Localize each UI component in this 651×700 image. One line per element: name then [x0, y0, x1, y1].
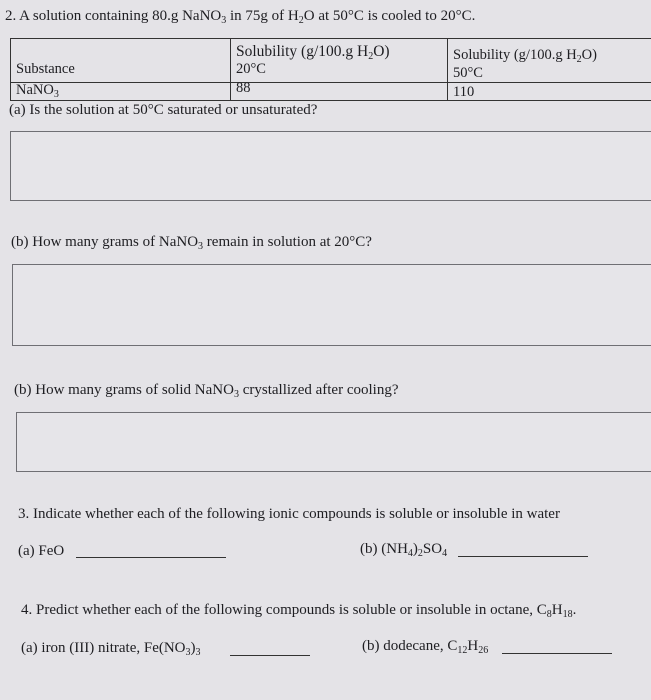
part-b1-answer-box[interactable] [12, 264, 651, 346]
table-left-border [10, 38, 11, 101]
part-a-answer-box[interactable] [10, 131, 651, 201]
question-4b: (b) dodecane, $C_{12}H_{26}$ [362, 638, 489, 656]
table-bottom-border [10, 100, 651, 101]
table-row-divider [10, 82, 651, 83]
table-top-border [10, 38, 651, 39]
question-4a: (a) iron (III) nitrate, $Fe(NO_3)_3$ [21, 640, 201, 658]
part-b2-question: (b) How many grams of solid NaNO$_3$ crystallized after cooling? [14, 382, 399, 400]
table-col-divider-2 [447, 38, 448, 101]
part-b2-answer-box[interactable] [16, 412, 651, 472]
part-a-question: (a) Is the solution at 50°C saturated or unsaturated? [9, 102, 318, 118]
part-b1-question: (b) How many grams of NaNO$_3$ remain in solution at 20°C? [11, 234, 372, 252]
table-header-solubility-20: Solubility (g/100.g $H_2O$) [236, 43, 390, 62]
solubility-table [10, 38, 651, 101]
question-3b-answer-line[interactable] [458, 556, 588, 557]
table-header-substance: Substance [16, 61, 75, 77]
question-3-title: 3. Indicate whether each of the following ionic compounds is soluble or insoluble in water [18, 506, 560, 522]
table-header-temp-20: 20°C [236, 61, 266, 77]
question-4b-answer-line[interactable] [502, 653, 612, 654]
question-3b: (b) $(NH_4)_2SO_4$ [360, 541, 448, 559]
question-3a: (a) FeO [18, 543, 65, 559]
table-cell-value-50: 110 [453, 84, 475, 100]
question-4a-answer-line[interactable] [230, 655, 310, 656]
table-header-solubility-50: Solubility (g/100.g $H_2O$) [453, 47, 597, 65]
table-cell-value-20: 88 [236, 80, 251, 96]
question-4-title: 4. Predict whether each of the following compounds is soluble or insoluble in octane, $C_8H_{18}$. [21, 602, 577, 620]
question-2-title: 2. A solution containing 80.g NaNO$_3$ in 75g of $H_2O$ at 50°C is cooled to 20°C. [5, 8, 476, 26]
table-cell-substance: NaNO$_3$ [16, 82, 59, 100]
table-col-divider-1 [230, 38, 231, 101]
question-3a-answer-line[interactable] [76, 557, 226, 558]
table-header-temp-50: 50°C [453, 65, 483, 81]
